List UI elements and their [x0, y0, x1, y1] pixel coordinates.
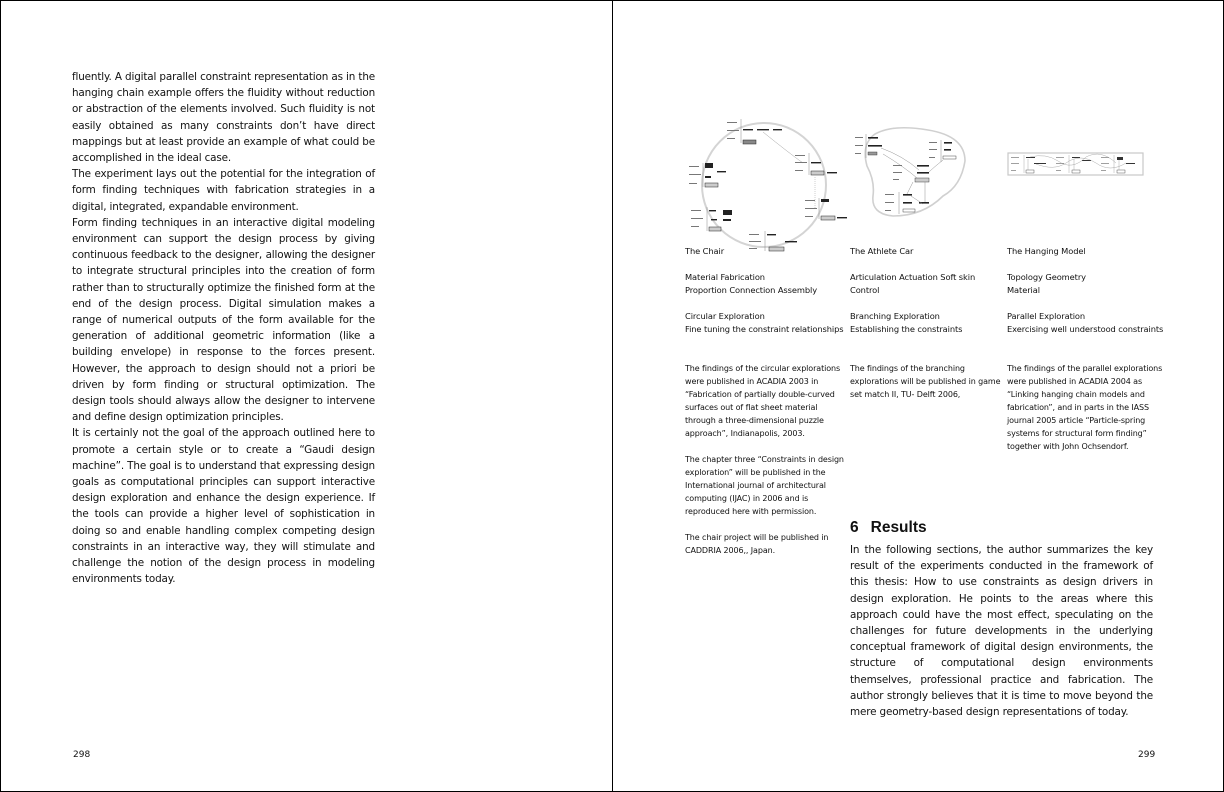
branching-constraint-diagram	[853, 126, 973, 221]
finding-text: The chair project will be published in CADDRIA 2006,, Japan.	[685, 533, 829, 555]
left-page	[1, 1, 612, 791]
exploration-description: Exercising well understood constraints	[1007, 324, 1164, 334]
exploration-type: Parallel Exploration	[1007, 311, 1086, 321]
project-topic: Control	[850, 285, 880, 295]
left-body-text	[72, 69, 375, 588]
paragraph: It is certainly not the goal of the approach outlined here to promote a certain style or to create a “Gaudi design machine”. The goal is to understand that expressing design goals as computational principles can support interactive design exploration and enhance the design experience. If the tools can provide a higher level of sophistication in doing so and enable handling complex competing design constraints in an interactive way, they will stimulate and challenge the notion of the design process in modeling environments today.	[72, 427, 375, 586]
right-page	[613, 1, 1223, 791]
project-topic: Topology Geometry	[1007, 272, 1086, 282]
section-title: Results	[870, 519, 927, 536]
section-number: 6	[850, 519, 859, 536]
findings	[850, 362, 1010, 401]
project-column-chair	[685, 245, 845, 557]
findings	[685, 362, 845, 557]
finding-text: The findings of the branching explorations will be published in game set match II, TU- Delft 2006,	[850, 364, 1001, 399]
section-heading	[850, 519, 927, 537]
circular-constraint-diagram	[679, 113, 854, 253]
project-topic: Proportion Connection Assembly	[685, 285, 818, 295]
exploration-type: Circular Exploration	[685, 311, 765, 321]
paragraph: Form finding techniques in an interactive digital modeling environment can support the design process by giving continuous feedback to the designer, allowing the designer to integrate structural principles into the creation of form rather than to structurally optimize the finished form at the end of the design process. Digital simulation makes a range of numerical outputs of the form available for the generation of additional geometric information (like a building envelope) in response to the forces present. However, the approach to design should not a priori be driven by form finding or structural optimization. The design tools should always allow the designer to intervene and define design optimization principles.	[72, 216, 375, 424]
page-number-right: 299	[1138, 750, 1156, 760]
project-column-hanging-model	[1007, 245, 1167, 453]
project-title: The Hanging Model	[1007, 246, 1086, 256]
paragraph: fluently. A digital parallel constraint representation as in the hanging chain example offers the fluidity without reduction or abstraction of the elements involved. Such fluidity is not easily obtained as many constraints don’t have direct mappings but at least provide an example of what could be accomplished in the ideal case.	[72, 71, 375, 165]
findings	[1007, 362, 1167, 453]
project-topic: Material	[1007, 285, 1040, 295]
exploration-type: Branching Exploration	[850, 311, 940, 321]
project-topic: Material Fabrication	[685, 272, 765, 282]
project-topic: Articulation Actuation Soft skin	[850, 272, 976, 282]
project-title: The Athlete Car	[850, 246, 914, 256]
finding-text: The chapter three “Constraints in design exploration” will be published in the International journal of architectural computing (IJAC) in 2006 and is reproduced here with permission.	[685, 455, 844, 516]
parallel-constraint-diagram	[1006, 151, 1146, 179]
exploration-description: Fine tuning the constraint relationships	[685, 324, 844, 334]
page-number-left: 298	[73, 750, 91, 760]
project-column-athlete-car	[850, 245, 1010, 401]
paragraph: The experiment lays out the potential for the integration of form finding techniques with fabrication strategies in a digital, integrated, expandable environment.	[72, 168, 375, 213]
project-title: The Chair	[685, 246, 725, 256]
finding-text: The findings of the parallel explorations were published in ACADIA 2004 as “Linking hanging chain models and fabrication”, and in parts in the IASS journal 2005 article “Particle-spring systems for structural form finding” together with John Ochsendorf.	[1007, 364, 1163, 451]
exploration-description: Establishing the constraints	[850, 324, 963, 334]
paragraph: In the following sections, the author summarizes the key result of the experiments conducted in the framework of this thesis: How to use constraints as design drivers in design exploration. He points to the areas where this approach could have the most effect, speculating on the challenges for future developments in the underlying conceptual framework of digital design environments, the structure of computational design environments themselves, professional practice and fabrication. The author strongly believes that it is time to move beyond the mere geometry-based design representations of today.	[850, 544, 1153, 719]
section-body	[850, 542, 1153, 720]
finding-text: The findings of the circular explorations were published in ACADIA 2003 in “Fabrication of partially double-curved surfaces out of flat sheet material through a three-dimensional puzzle approach”, Indianapolis, 2003.	[685, 364, 841, 438]
